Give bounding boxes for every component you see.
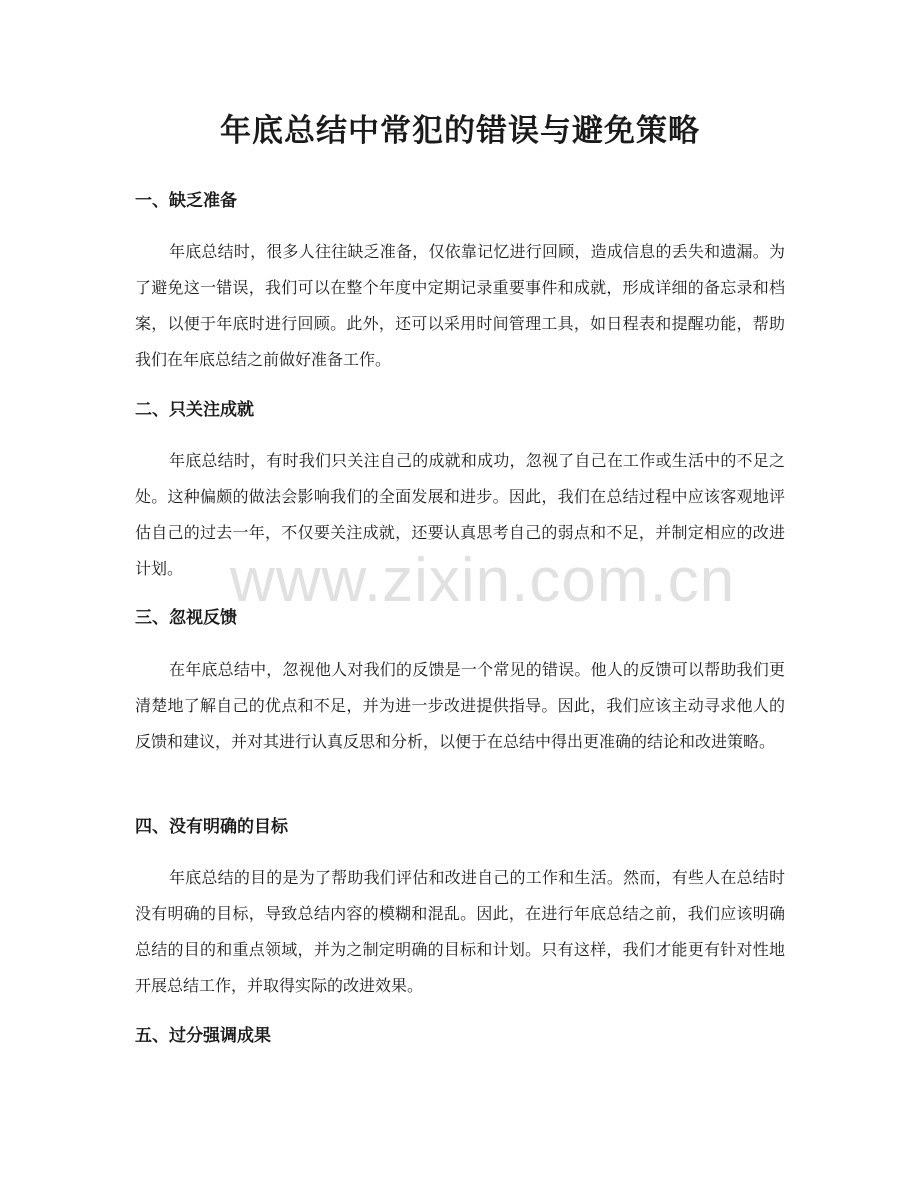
watermark: www.zixin.com.cn (230, 546, 736, 615)
section-heading-1: 一、缺乏准备 (135, 191, 237, 211)
section-heading-2: 二、只关注成就 (135, 400, 254, 420)
document-title: 年底总结中常犯的错误与避免策略 (220, 113, 700, 149)
section-paragraph-4: 年底总结的目的是为了帮助我们评估和改进自己的工作和生活。然而，有些人在总结时没有明确的目标，导致总结内容的模糊和混乱。因此，在进行年底总结之前，我们应该明确总结的目的和重点领域，并为之制定明确的目标和计划。只有这样，我们才能更有针对性地开展总结工作，并取得实际的改进效果。 (135, 868, 785, 995)
section-paragraph-1: 年底总结时，很多人往往缺乏准备，仅依靠记忆进行回顾，造成信息的丢失和遗漏。为了避免这一错误，我们可以在整个年度中定期记录重要事件和成就，形成详细的备忘录和档案，以便于年底时进行回顾。此外，还可以采用时间管理工具，如日程表和提醒功能，帮助我们在年底总结之前做好准备工作。 (135, 242, 785, 369)
section-paragraph-2: 年底总结时，有时我们只关注自己的成就和成功，忽视了自己在工作或生活中的不足之处。这种偏颇的做法会影响我们的全面发展和进步。因此，我们在总结过程中应该客观地评估自己的过去一年，不仅要关注成就，还要认真思考自己的弱点和不足，并制定相应的改进计划。 (135, 451, 785, 578)
section-heading-4: 四、没有明确的目标 (135, 817, 288, 837)
section-paragraph-3: 在年底总结中，忽视他人对我们的反馈是一个常见的错误。他人的反馈可以帮助我们更清楚地了解自己的优点和不足，并为进一步改进提供指导。因此，我们应该主动寻求他人的反馈和建议，并对其进行认真反思和分析，以便于在总结中得出更准确的结论和改进策略。 (135, 660, 785, 751)
section-heading-5: 五、过分强调成果 (135, 1026, 271, 1046)
section-heading-3: 三、忽视反馈 (135, 608, 237, 628)
